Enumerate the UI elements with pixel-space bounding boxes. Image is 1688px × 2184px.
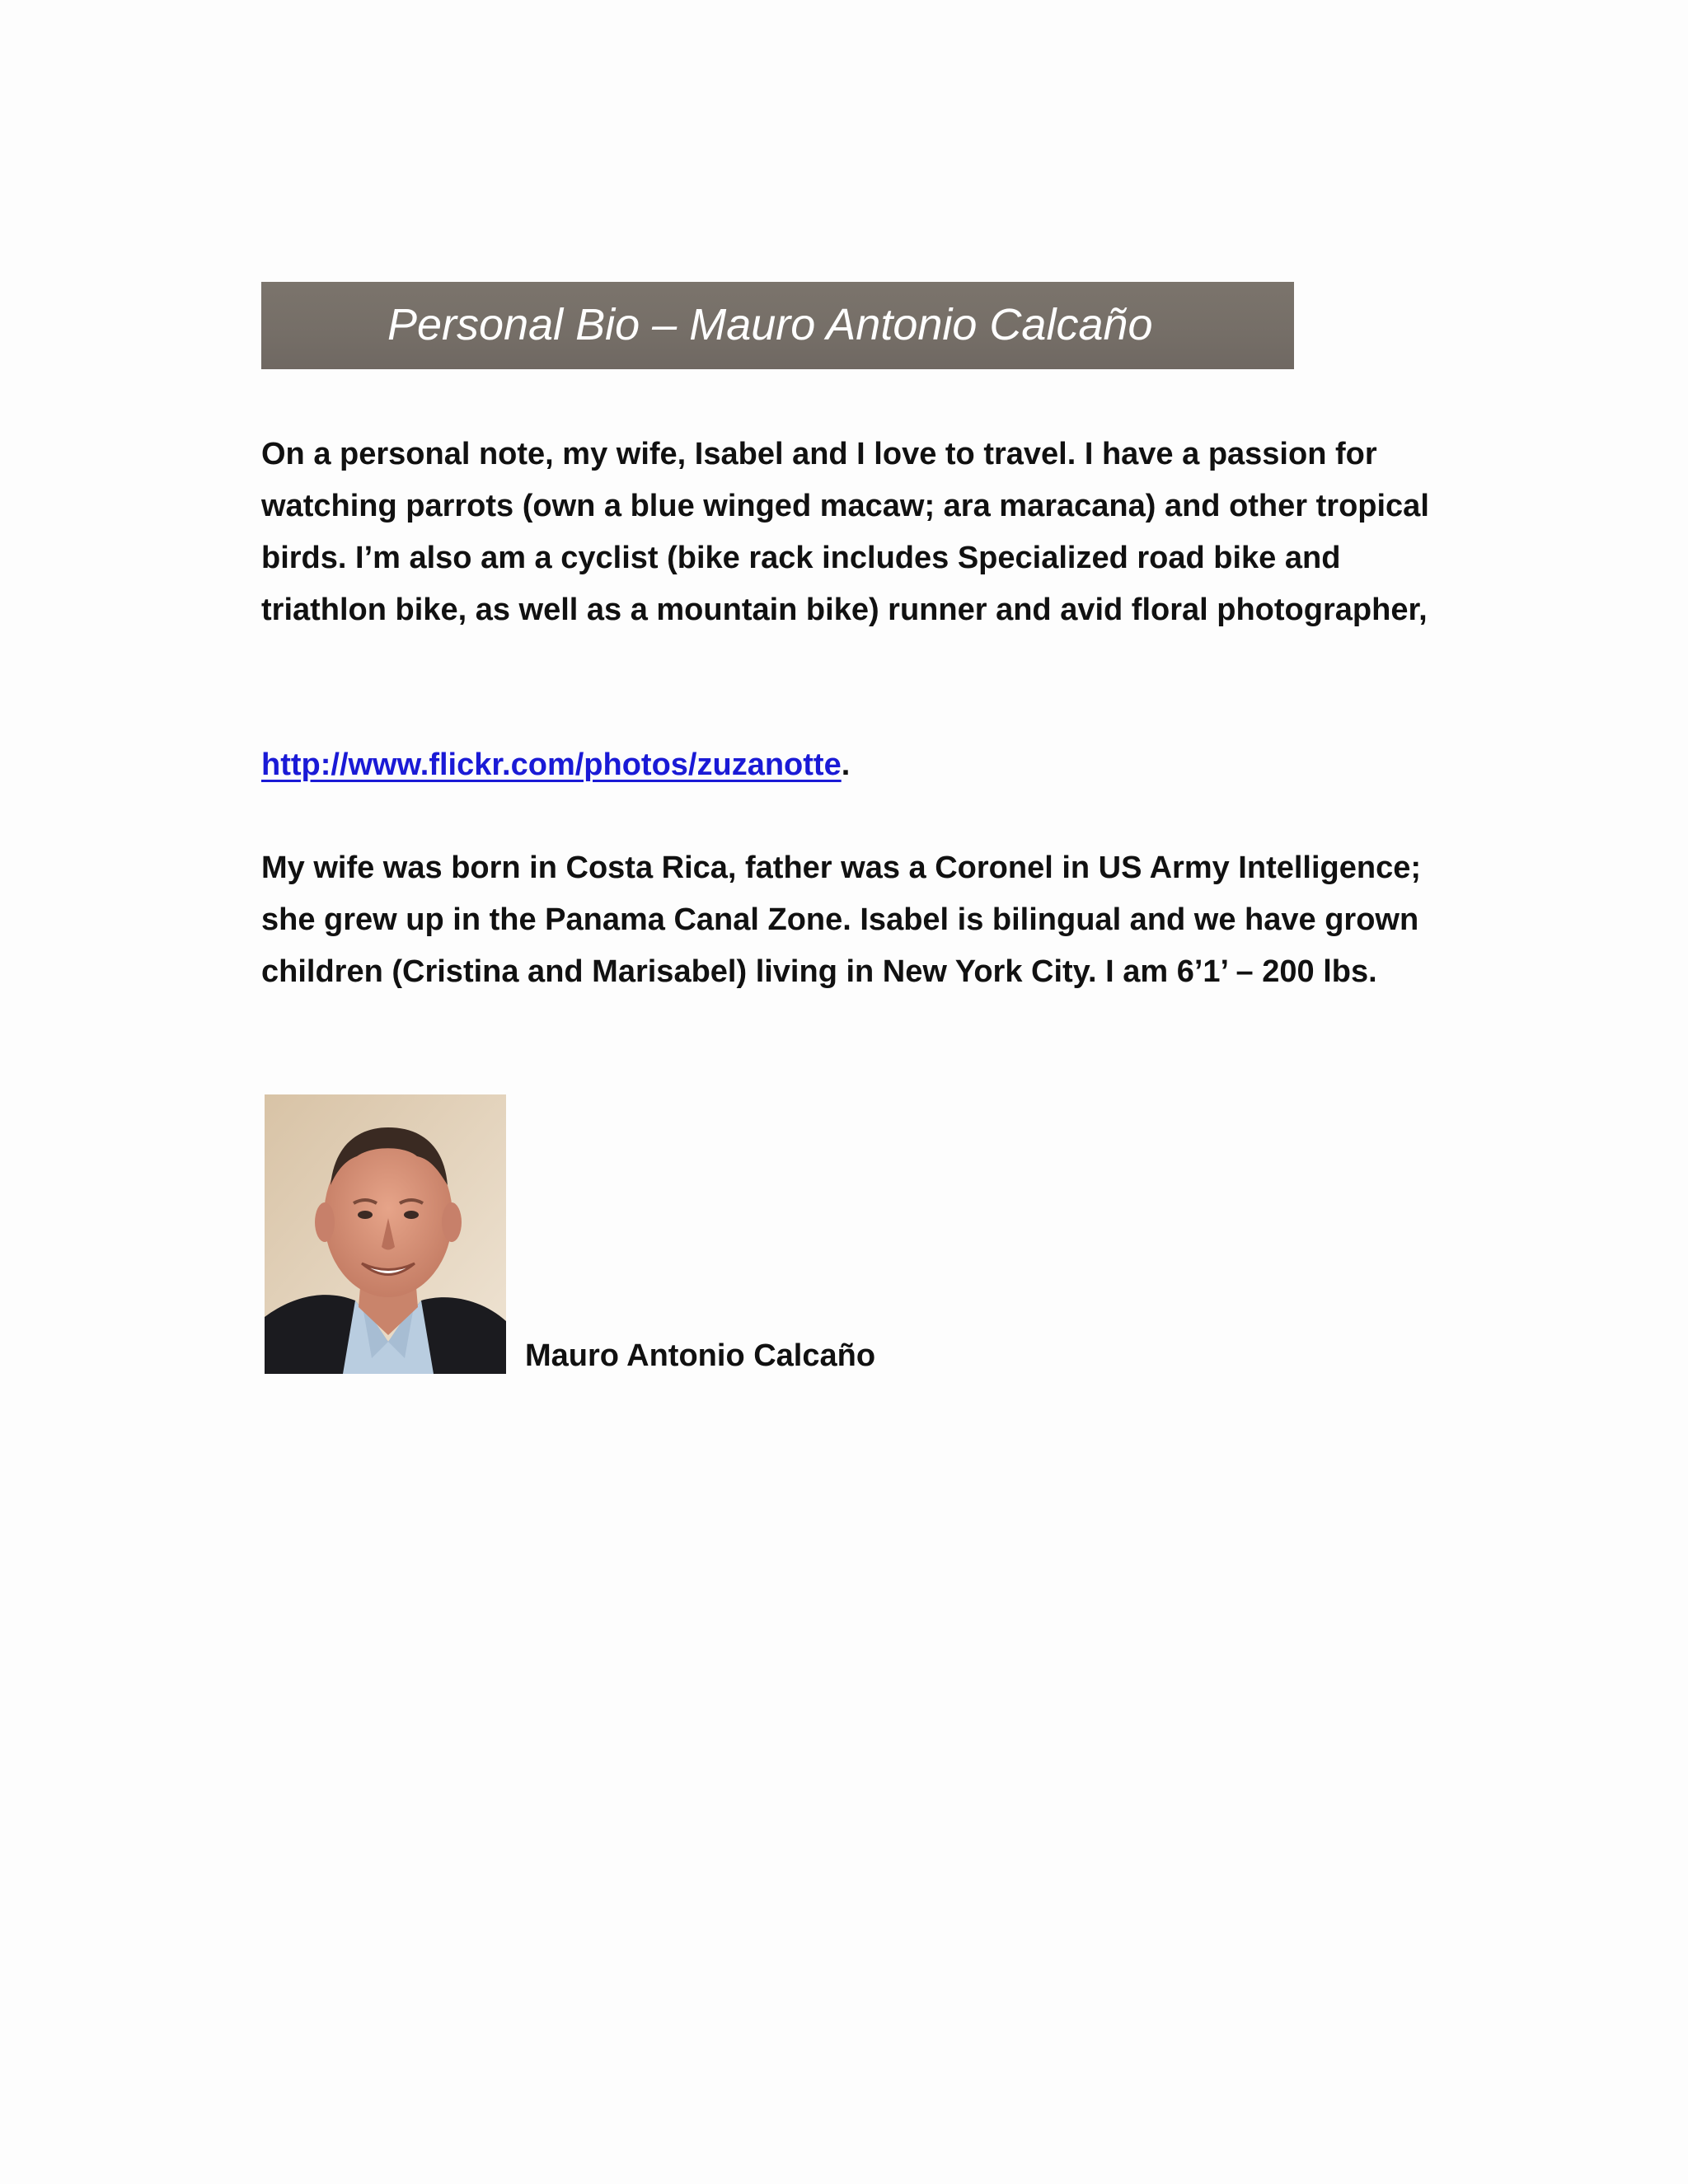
photo-caption: Mauro Antonio Calcaño <box>525 1338 876 1373</box>
flickr-link[interactable]: http://www.flickr.com/photos/zuzanotte <box>261 748 842 782</box>
title-banner <box>261 282 1294 369</box>
bio-paragraph-travel: On a personal note, my wife, Isabel and I love to travel. I have a passion for watching parrots (own a blue winged macaw; ara maracana) and other tropical birds. I’m also am a cyclist (bike rack includes Specialized road bike and triathlon bike, as well as a mountain bike) runner and avid floral photographer, <box>261 437 1429 627</box>
link-period: . <box>841 748 851 782</box>
bio-paragraph-family: My wife was born in Costa Rica, father was a Coronel in US Army Intelligence; she grew up in the Panama Canal Zone. Isabel is bilingual and we have grown children (Cristina and Marisabel) living in New York City. I am 6’1’ – 200 lbs. <box>261 851 1422 989</box>
portrait-photo <box>265 1094 506 1374</box>
flickr-link-line <box>261 739 1432 791</box>
page-title: Personal Bio – Mauro Antonio Calcaño <box>387 300 1153 349</box>
